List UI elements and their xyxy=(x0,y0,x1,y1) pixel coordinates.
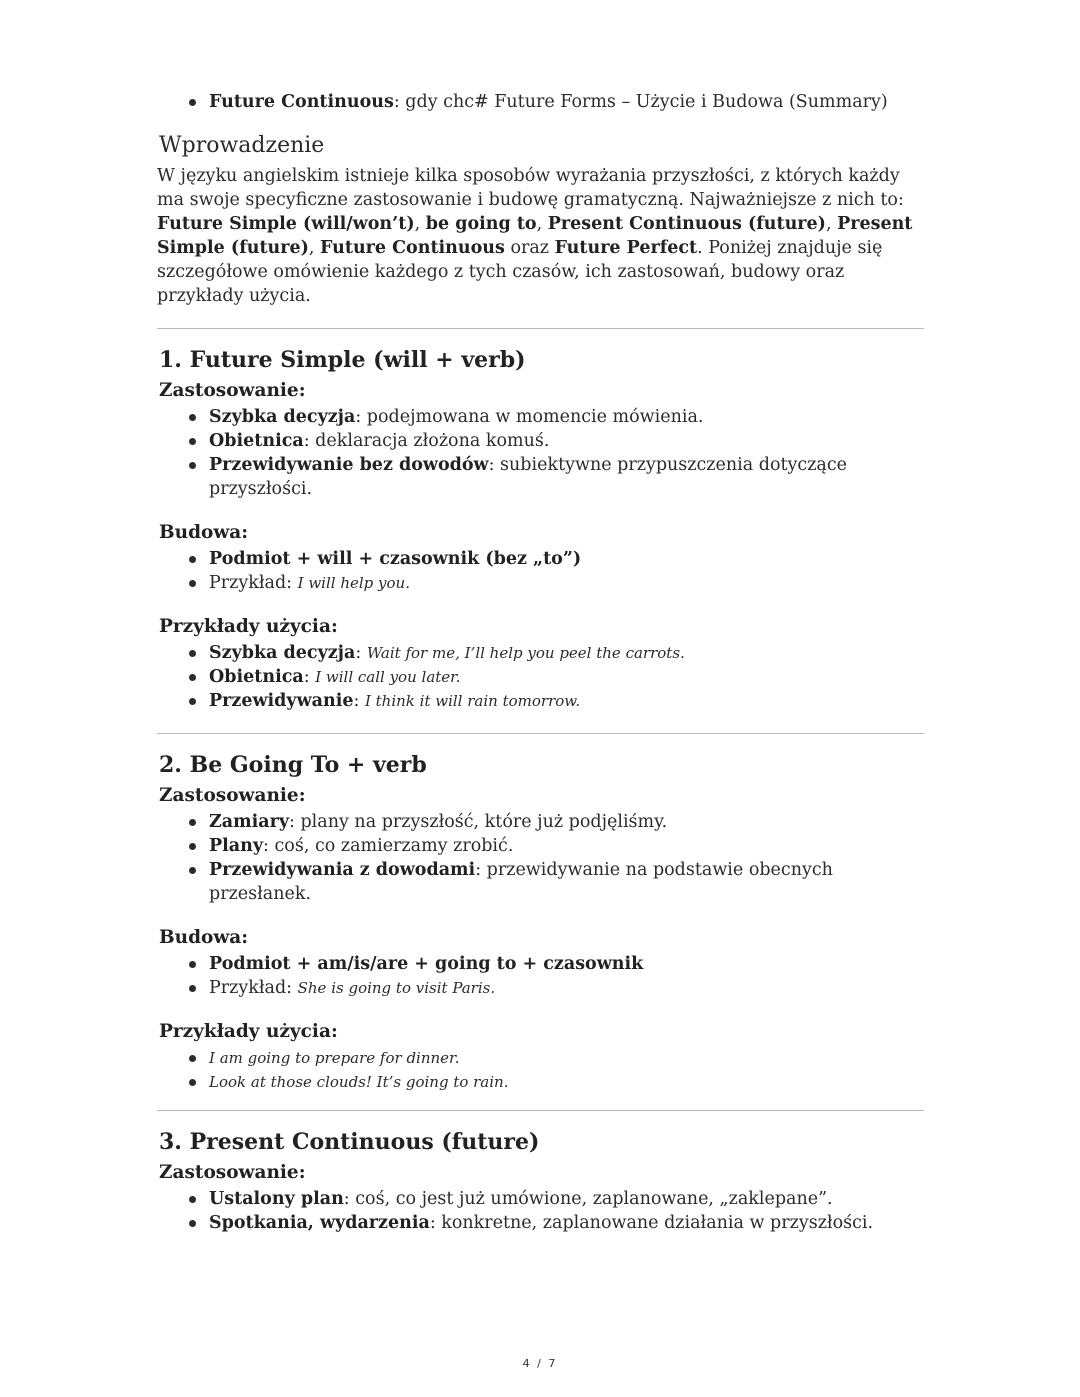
list-item: I am going to prepare for dinner. xyxy=(209,1046,924,1070)
list-item: Ustalony plan: coś, co jest już umówione, zaplanowane, „zaklepane”. xyxy=(209,1187,924,1211)
document-page xyxy=(157,88,924,1235)
examples-heading: Przykłady użycia: xyxy=(159,616,338,637)
form-heading: Budowa: xyxy=(159,927,249,948)
section-title-be-going-to: 2. Be Going To + verb xyxy=(159,752,427,778)
form-list xyxy=(157,952,924,1000)
list-item: Obietnica: I will call you later. xyxy=(209,665,924,689)
usage-list xyxy=(157,405,924,501)
list-item: Spotkania, wydarzenia: konkretne, zaplanowane działania w przyszłości. xyxy=(209,1211,924,1235)
list-item: Przykład: She is going to visit Paris. xyxy=(209,976,924,1000)
list-item: Obietnica: deklaracja złożona komuś. xyxy=(209,429,924,453)
top-bullet-list xyxy=(157,90,924,114)
list-item: Zamiary: plany na przyszłość, które już podjęliśmy. xyxy=(209,810,924,834)
list-item: Plany: coś, co zamierzamy zrobić. xyxy=(209,834,924,858)
section-title-future-simple: 1. Future Simple (will + verb) xyxy=(159,347,526,373)
list-item: Podmiot + will + czasownik (bez „to”) xyxy=(209,547,924,571)
list-item: Look at those clouds! It’s going to rain. xyxy=(209,1070,924,1094)
section-divider xyxy=(157,733,924,734)
form-list xyxy=(157,547,924,595)
examples-list xyxy=(157,641,924,713)
usage-list xyxy=(157,810,924,906)
list-item: Szybka decyzja: podejmowana w momencie mówienia. xyxy=(209,405,924,429)
intro-paragraph: W języku angielskim istnieje kilka sposobów wyrażania przyszłości, z których każdy ma swoje specyficzne zastosowanie i budowę gramatyczną. Najważniejsze z nich to: Future Simple (will/won’t), be going to, Present Continuous (future), Present Simple (future), Future Continuous oraz Future Perfect. Poniżej znajduje się szczegółowe omówienie każdego z tych czasów, ich zastosowań, budowy oraz przykłady użycia. xyxy=(157,166,913,306)
section-title-present-continuous: 3. Present Continuous (future) xyxy=(159,1129,540,1155)
list-item: Szybka decyzja: Wait for me, I’ll help you peel the carrots. xyxy=(209,641,924,665)
list-item: Przewidywanie bez dowodów: subiektywne przypuszczenia dotyczące przyszłości. xyxy=(209,453,924,501)
list-item: Podmiot + am/is/are + going to + czasownik xyxy=(209,952,924,976)
list-item: Przewidywanie: I think it will rain tomorrow. xyxy=(209,689,924,713)
section-divider xyxy=(157,1110,924,1111)
list-item: Przykład: I will help you. xyxy=(209,571,924,595)
usage-list xyxy=(157,1187,924,1235)
list-item: Future Continuous: gdy chc# Future Forms – Użycie i Budowa (Summary) xyxy=(209,90,924,114)
usage-heading: Zastosowanie: xyxy=(159,785,306,806)
intro-heading: Wprowadzenie xyxy=(159,133,325,158)
form-heading: Budowa: xyxy=(159,522,249,543)
page-number: 4 / 7 xyxy=(522,1357,558,1370)
usage-heading: Zastosowanie: xyxy=(159,380,306,401)
examples-list xyxy=(157,1046,924,1094)
list-item: Przewidywania z dowodami: przewidywanie na podstawie obecnych przesłanek. xyxy=(209,858,924,906)
examples-heading: Przykłady użycia: xyxy=(159,1021,338,1042)
usage-heading: Zastosowanie: xyxy=(159,1162,306,1183)
section-divider xyxy=(157,328,924,329)
